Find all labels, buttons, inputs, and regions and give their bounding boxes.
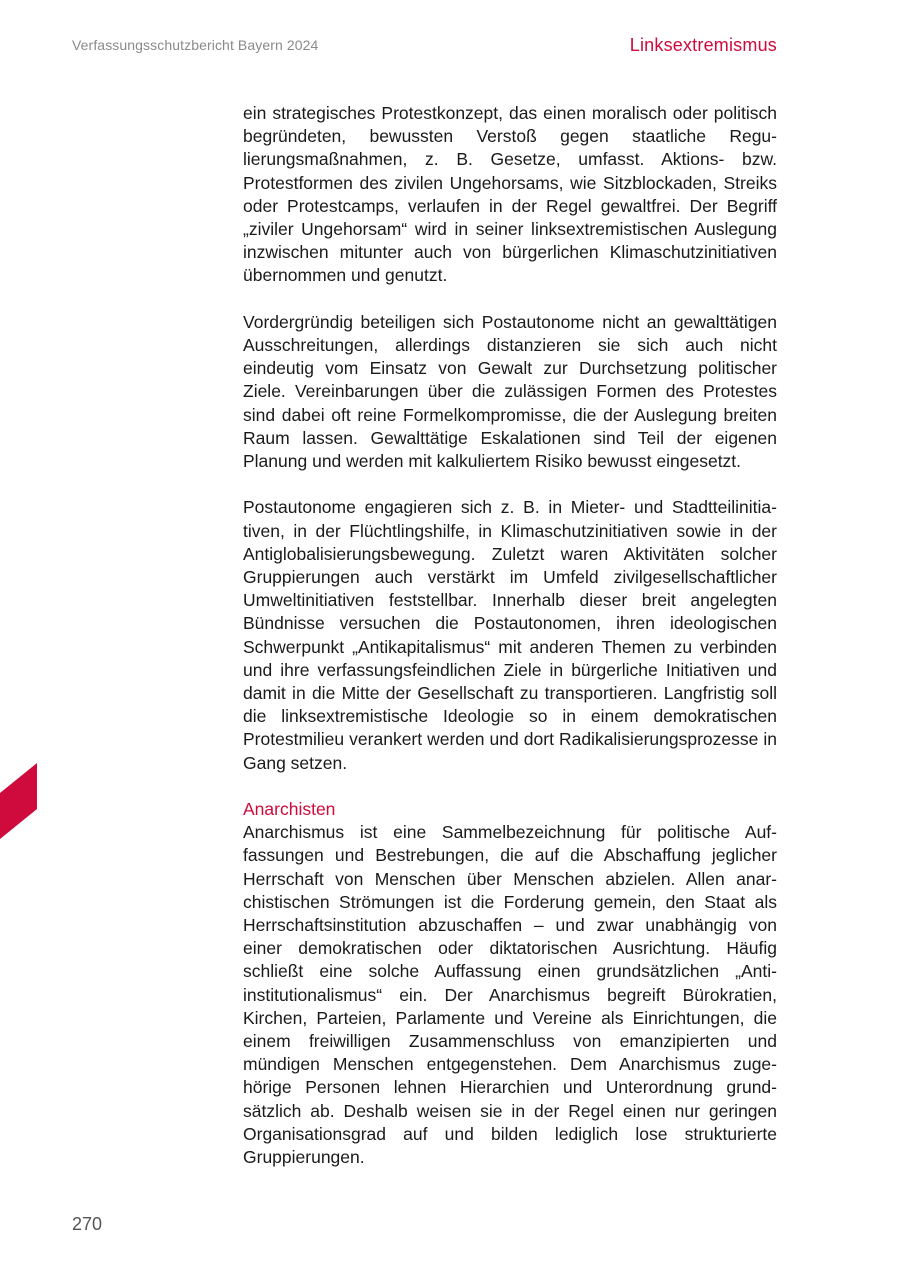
body-paragraph: Vordergründig beteiligen sich Postautonome nicht an gewalttätigen Ausschreitungen, allerdings distanzieren sie sich auch nicht eindeutig vom Einsatz von Gewalt zur Durchsetzung politischer Ziele. Vereinbarungen über die zulässigen Formen des Protestes sind dabei oft reine Formelkompromisse, die der Auslegung breiten Raum lassen. Gewalttätige Eskalationen sind Teil der eigenen Planung und werden mit kalkuliertem Risiko bewusst eingesetzt. [243,311,777,472]
page-body [243,102,777,1169]
body-paragraph: Postautonome engagieren sich z. B. in Mieter- und Stadtteilinitiativen, in der Flüchtlingshilfe, in Klimaschutzinitiativen sowie in der Antiglobalisierungsbewegung. Zuletzt waren Aktivitäten solcher Gruppierungen auch verstärkt im Umfeld zivilgesellschaftlicher Umweltinitiativen feststellbar. Innerhalb dieser breit angelegten Bündnisse versuchen die Postautonomen, ihren ideologischen Schwerpunkt „Antikapitalismus“ mit anderen Themen zu verbinden und ihre verfassungsfeindlichen Ziele in bürgerliche Initiativen und damit in die Mitte der Gesellschaft zu transportieren. Langfristig soll die linksextremistische Ideologie so in einem demokratischen Protestmilieu verankert werden und dort Radikalisierungsprozesse in Gang setzen. [243,497,777,773]
body-paragraph: ein strategisches Protestkonzept, das einen moralisch oder politisch begründeten, bewussten Verstoß gegen staatliche Regulierungsmaßnahmen, z. B. Gesetze, umfasst. Aktions- bzw. Protestformen des zivilen Ungehorsams, wie Sitzblockaden, Streiks oder Protestcamps, verlaufen in der Regel gewaltfrei. Der Begriff „ziviler Ungehorsam“ wird in seiner linksextremistischen Auslegung inzwischen mitunter auch von bürgerlichen Klimaschutzinitiativen übernommen und genutzt. [243,103,777,286]
running-header-title: Verfassungsschutzbericht Bayern 2024 [72,37,319,53]
body-paragraph: Anarchismus ist eine Sammelbezeichnung für politische Auffassungen und Bestrebungen, die auf die Abschaffung jeglicher Herrschaft von Menschen über Menschen abzielen. Allen anarchistischen Strömungen ist die Forderung gemein, den Staat als Herrschaftsinstitution abzuschaffen – und zwar unabhängig von einer demokratischen oder diktatorischen Ausrichtung. Häufig schließt eine solche Auffassung einen grundsätzlichen „Antiinstitutionalismus“ ein. Der Anarchismus begreift Bürokratien, Kirchen, Parteien, Parlamente und Vereine als Einrichtungen, die einem freiwilligen Zusammenschluss von emanzipierten und mündigen Menschen entgegenstehen. Dem Anarchismus zugehörige Personen lehnen Hierarchien und Unterordnung grundsätzlich ab. Deshalb weisen sie in der Regel einen nur geringen Organisationsgrad auf und bilden lediglich lose strukturierte Gruppierungen. [243,822,777,1168]
page-number: 270 [72,1214,103,1234]
section-heading: Anarchisten [243,799,336,820]
chapter-title: Linksextremismus [629,35,777,55]
chapter-side-marker [0,763,37,839]
